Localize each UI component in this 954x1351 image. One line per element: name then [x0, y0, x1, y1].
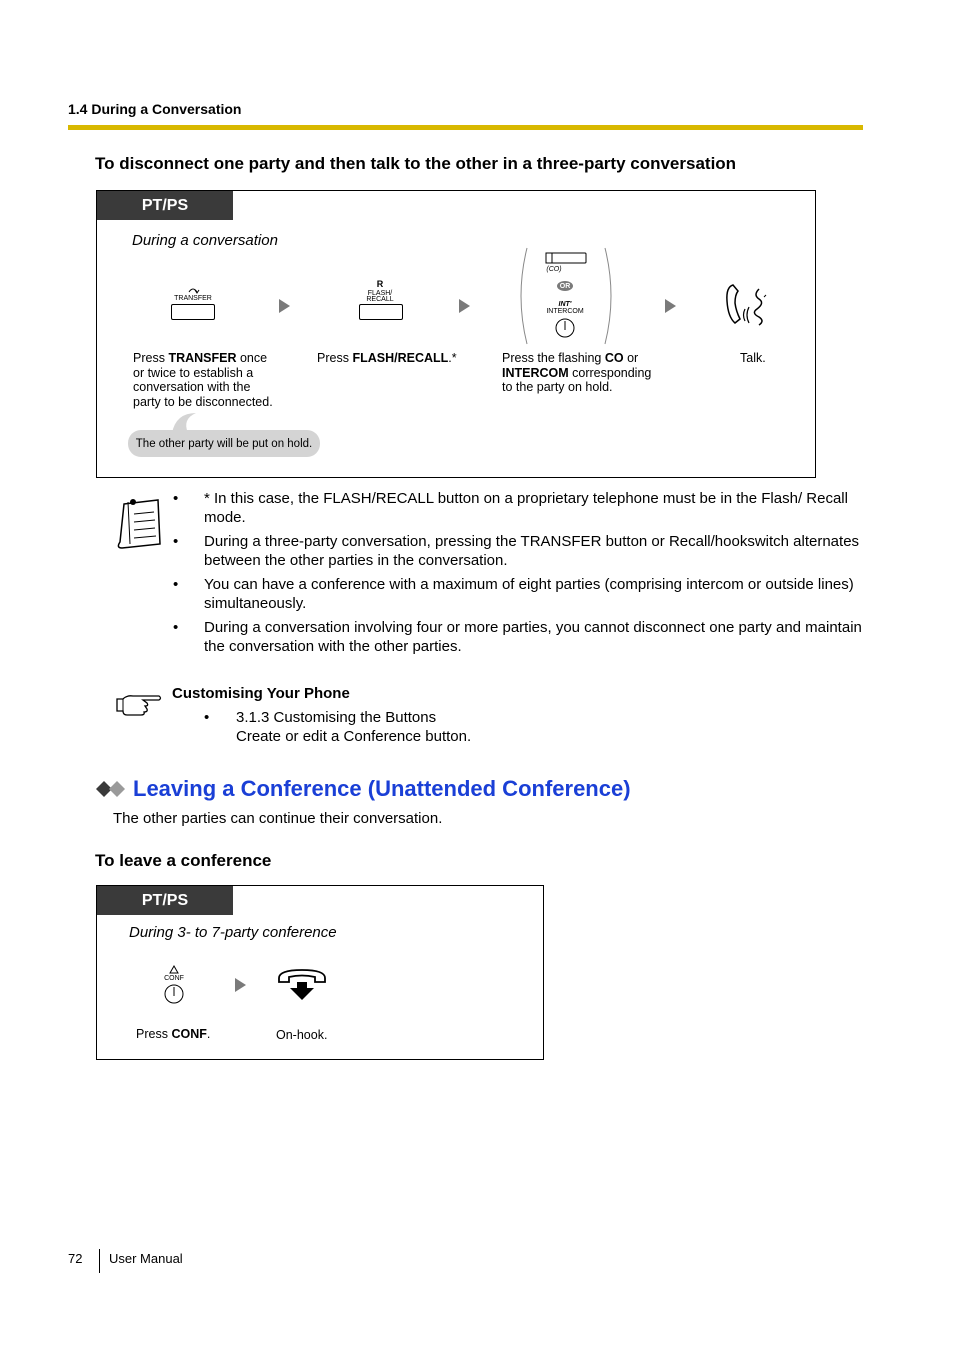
- section-header: 1.4 During a Conversation: [68, 101, 242, 117]
- note-text: During a conversation involving four or more parties, you cannot disconnect one party and maintain the conversation with the other parties.: [204, 619, 862, 655]
- bullet-icon: •: [173, 490, 179, 507]
- double-diamond-icon: [96, 780, 130, 798]
- bullet-icon: •: [173, 619, 179, 636]
- flash-recall-key-icon: [357, 280, 403, 322]
- leave-step1-bold: CONF: [171, 1027, 207, 1041]
- transfer-key: [171, 304, 215, 320]
- notes-list: [173, 489, 863, 661]
- step1-post: once: [236, 351, 268, 365]
- context-label: During 3- to 7-party conference: [129, 924, 337, 941]
- on-hook-icon: [275, 968, 329, 1002]
- context-label: During a conversation: [132, 232, 278, 249]
- step-arrow-icon: [235, 978, 246, 992]
- step3-mid: or: [623, 351, 639, 365]
- flash-recall-key: [359, 304, 403, 320]
- diamond-icon: [96, 780, 130, 798]
- ptps-badge: PT/PS: [97, 191, 233, 220]
- bracket-icon: [517, 246, 617, 346]
- leaving-title: Leaving a Conference (Unattended Conference): [133, 776, 631, 801]
- leave-step1-post: .: [206, 1027, 211, 1041]
- step3-text: [502, 351, 692, 395]
- leave-step1-pre: Press: [136, 1027, 172, 1041]
- flash-key-line1: FLASH/: [367, 290, 393, 297]
- disconnect-title: To disconnect one party and then talk to the other in a three-party conversation: [95, 154, 737, 173]
- disconnect-procedure-box: [96, 190, 816, 478]
- note-text: You can have a conference with a maximum of eight parties (comprising intercom or outside lines) simultaneously.: [204, 576, 854, 612]
- or-label: OR: [559, 283, 571, 290]
- step2-bold: FLASH/RECALL: [352, 351, 449, 365]
- ptps-badge: PT/PS: [97, 886, 233, 915]
- note-text: * In this case, the FLASH/RECALL button on a proprietary telephone must be in the Flash/ Recall mode.: [204, 490, 848, 526]
- step2-post: .*: [448, 351, 457, 365]
- step1-text: [133, 351, 293, 409]
- customising-item: [204, 708, 209, 727]
- step3-bold2: INTERCOM: [502, 365, 569, 380]
- pointing-hand-icon: [115, 691, 163, 717]
- footer-label: User Manual: [109, 1251, 183, 1266]
- step4-text: Talk.: [740, 351, 766, 365]
- step3-post: corresponding: [568, 365, 652, 380]
- step3-pre: Press the flashing: [502, 351, 605, 365]
- step1-pre: Press: [133, 351, 169, 365]
- note-text: During a three-party conversation, pressing the TRANSFER button or Recall/hookswitch alternates between the other parties in the conversation.: [204, 533, 860, 569]
- leave-step1-text: [136, 1027, 210, 1042]
- leave-step2-text: On-hook.: [276, 1028, 328, 1042]
- customising-link[interactable]: 3.1.3 Customising the Buttons: [236, 709, 437, 726]
- bullet-icon: •: [173, 576, 179, 593]
- note-item: [173, 575, 863, 613]
- leaving-subtitle: To leave a conference: [95, 851, 272, 870]
- flash-key-top: R: [376, 279, 384, 289]
- step3-line3: to the party on hold.: [502, 380, 613, 394]
- step1-line4: party to be disconnected.: [133, 394, 273, 409]
- notepad-icon: [114, 494, 164, 552]
- customising-title: Customising Your Phone: [172, 685, 350, 702]
- conf-key-icon: [160, 964, 188, 1006]
- bullet-icon: •: [173, 533, 179, 550]
- bullet-icon: •: [204, 709, 210, 726]
- transfer-key-icon: [170, 284, 216, 321]
- leave-procedure-box: [96, 885, 544, 1060]
- step1-line3: conversation with the: [133, 380, 251, 394]
- co-or-intercom-group: [517, 246, 617, 346]
- conf-triangle-icon: [160, 964, 188, 1006]
- step-arrow-icon: [459, 299, 470, 313]
- note-item: [173, 532, 863, 570]
- step2-pre: Press: [317, 351, 353, 365]
- hold-bubble: [128, 411, 320, 459]
- talk-handset-icon: [723, 281, 773, 329]
- conf-key-label: CONF: [164, 975, 184, 982]
- int-key-line1: INT': [558, 301, 572, 308]
- step1-line2: or twice to establish a: [133, 365, 254, 380]
- transfer-key-label: TRANSFER: [174, 295, 212, 302]
- step2-text: [317, 351, 487, 366]
- hand-icon: [115, 691, 163, 717]
- note-item: [173, 618, 863, 656]
- page-number: 72: [68, 1251, 83, 1266]
- flash-key-line2: RECALL: [366, 296, 394, 303]
- co-key-label: (CO): [546, 266, 562, 273]
- step3-bold1: CO: [604, 351, 624, 365]
- footer-divider: [99, 1249, 100, 1273]
- note-item: [173, 489, 863, 527]
- note-icon: [114, 494, 164, 552]
- leaving-desc: The other parties can continue their conversation.: [113, 810, 443, 827]
- handset-icon: [723, 281, 773, 329]
- customising-subtext: Create or edit a Conference button.: [236, 728, 472, 745]
- header-divider: [68, 125, 863, 130]
- hold-bubble-text: The other party will be put on hold.: [128, 430, 320, 457]
- step-arrow-icon: [665, 299, 676, 313]
- int-key-line2: INTERCOM: [546, 308, 584, 315]
- step-arrow-icon: [279, 299, 290, 313]
- hang-up-handset-icon: [275, 968, 329, 1002]
- step1-bold: TRANSFER: [168, 351, 237, 365]
